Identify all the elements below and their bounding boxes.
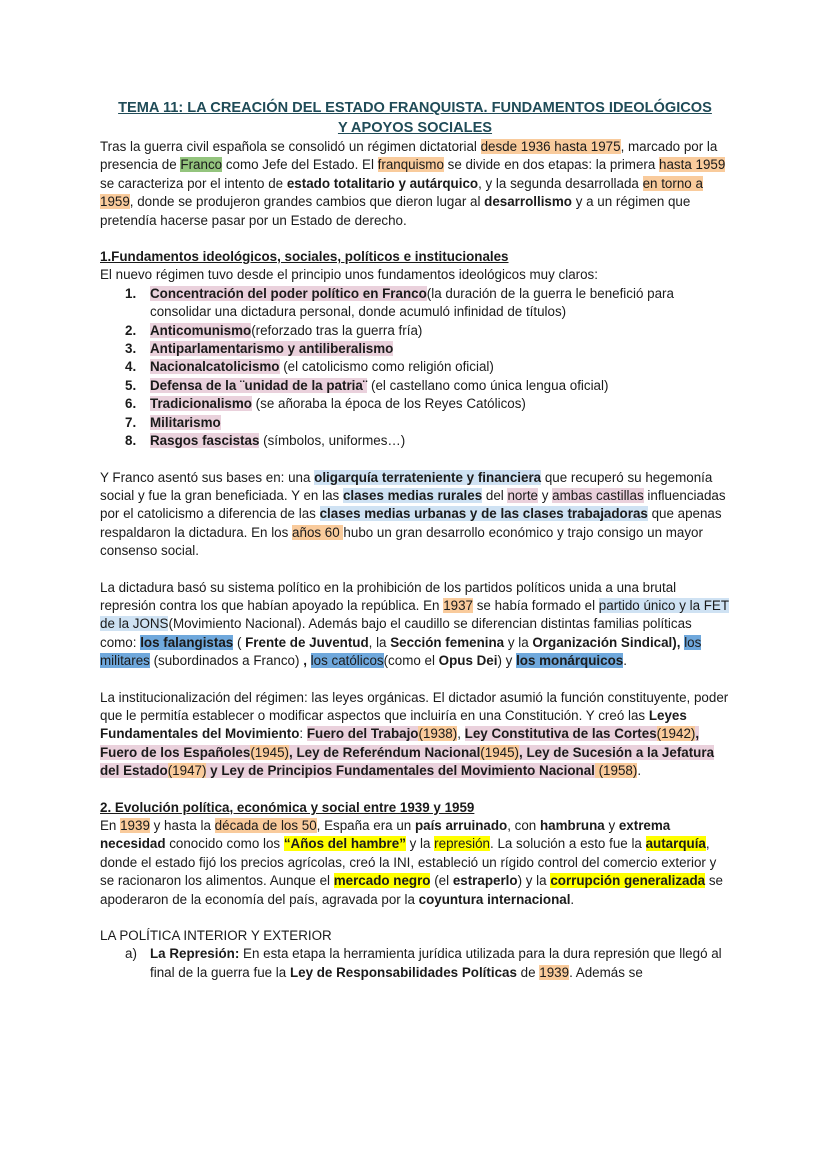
highlight: 1939 (539, 964, 570, 980)
section-1-lead: El nuevo régimen tuvo desde el principio unos fundamentos ideológicos muy claros: (100, 267, 598, 283)
highlight: partido único y la FET de la JONS (100, 597, 730, 632)
politica-list (100, 945, 730, 982)
list-item: 4. Nacionalcatolicismo (el catolicismo como religión oficial) (125, 359, 494, 375)
list-item: a) La Represión: En esta etapa la herramienta jurídica utilizada para la dura represión que llegó al final de la guerra fue la Ley de Responsabilidades Políticas de 1939. Además se (125, 946, 722, 980)
list-item: 1. Concentración del poder político en Franco(la duración de la guerra le benefició para consolidar una dictadura personal, donde acumuló infinidad de títulos) (125, 285, 674, 320)
list-item: 6. Tradicionalismo (se añoraba la época de los Reyes Católicos) (125, 396, 526, 412)
list-item: 5. Defensa de la ¨unidad de la patria¨ (el castellano como única lengua oficial) (125, 377, 609, 393)
social-bases-paragraph: Y Franco asentó sus bases en: una oligarquía terrateniente y financiera que recuperó su hegemonía social y fue la gran beneficiada. Y en las clases medias rurales del norte y ambas castillas influenciadas por el catolicismo a diferencia de las clases medias urbanas y de las clases trabajadoras que apenas respaldaron la dictadura. En los años 60 hubo un gran desarrollo económico y trajo consigo un mayor consenso social. (100, 469, 726, 559)
highlight: hasta 1959 (659, 157, 726, 173)
list-item: 7. Militarismo (125, 414, 221, 430)
highlight: los católicos (310, 653, 384, 669)
highlight: desde 1936 hasta 1975 (480, 139, 621, 154)
highlight: 1939 (120, 818, 150, 833)
subheading-politica: LA POLÍTICA INTERIOR Y EXTERIOR (100, 928, 332, 944)
highlight: 1937 (443, 597, 473, 613)
evolution-paragraph: En 1939 y hasta la década de los 50, España era un país arruinado, con hambruna y extrema necesidad conocido como los “Años del hambre” y la represión. La solución a esto fue la autarquía, donde el estado fijó los precios agrícolas, creó la INI, estableció un rígido control del comercio exterior y se racionaron los alimentos. Aunque el mercado negro (el estraperlo) y la corrupción generalizada se apoderaron de la economía del país, agravada por la coyuntura internacional. (100, 818, 723, 907)
institutions-paragraph: La institucionalización del régimen: las leyes orgánicas. El dictador asumió la función constituyente, poder que le permitía establecer o modificar aspectos que incluiría en una Constitución. Y creó las Leyes Fundamentales del Movimiento: Fuero del Trabajo(1938), Ley Constitutiva de las Cortes(1942), Fuero de los Españoles(1945), Ley de Referéndum Nacional(1945), Ley de Sucesión a la Jefatura del Estado(1947) y Ley de Principios Fundamentales del Movimiento Nacional (1958). (100, 689, 729, 779)
highlight: década de los 50 (214, 818, 317, 833)
highlight: en torno a 1959 (100, 175, 703, 210)
highlight: los militares (100, 634, 702, 669)
highlight: norte (507, 487, 538, 503)
title-line-2: Y APOYOS SOCIALES (337, 120, 493, 136)
highlight: Franco (180, 157, 223, 173)
highlight: años 60 (292, 524, 344, 540)
list-item: 3. Antiparlamentarismo y antiliberalismo (125, 341, 394, 357)
document-body (100, 98, 730, 982)
page-title (100, 98, 730, 138)
title-line-1: TEMA 11: LA CREACIÓN DEL ESTADO FRANQUISTA. FUNDAMENTOS IDEOLÓGICOS (118, 100, 712, 116)
intro-paragraph: Tras la guerra civil española se consolidó un régimen dictatorial desde 1936 hasta 1975, marcado por la presencia de Franco como Jefe del Estado. El franquismo se divide en dos etapas: la primera hasta 1959 se caracteriza por el intento de estado totalitario y autárquico, y la segunda desarrollada en torno a 1959, donde se produjeron grandes cambios que dieron lugar al desarrollismo y a un régimen que pretendía hacerse pasar por un Estado de derecho. (100, 139, 726, 228)
ideological-list (100, 285, 730, 451)
list-item: 8. Rasgos fascistas (símbolos, uniformes…) (125, 433, 406, 449)
political-system-paragraph: La dictadura basó su sistema político en la prohibición de los partidos políticos unida a una brutal represión contra los que habían apoyado la república. En 1937 se había formado el partido único y la FET de la JONS(Movimiento Nacional). Además bajo el caudillo se diferencian distintas familias políticas como: los falangistas ( Frente de Juventud, la Sección femenina y la Organización Sindical), los militares (subordinados a Franco) , los católicos(como el Opus Dei) y los monárquicos. (100, 579, 730, 669)
list-item: 2. Anticomunismo(reforzado tras la guerra fría) (125, 322, 423, 338)
section-1-heading: 1.Fundamentos ideológicos, sociales, políticos e institucionales (100, 249, 509, 265)
section-2-heading: 2. Evolución política, económica y social entre 1939 y 1959 (100, 799, 475, 815)
highlight: represión (434, 836, 490, 852)
highlight: ambas castillas (552, 487, 644, 503)
highlight: franquismo (377, 157, 444, 173)
